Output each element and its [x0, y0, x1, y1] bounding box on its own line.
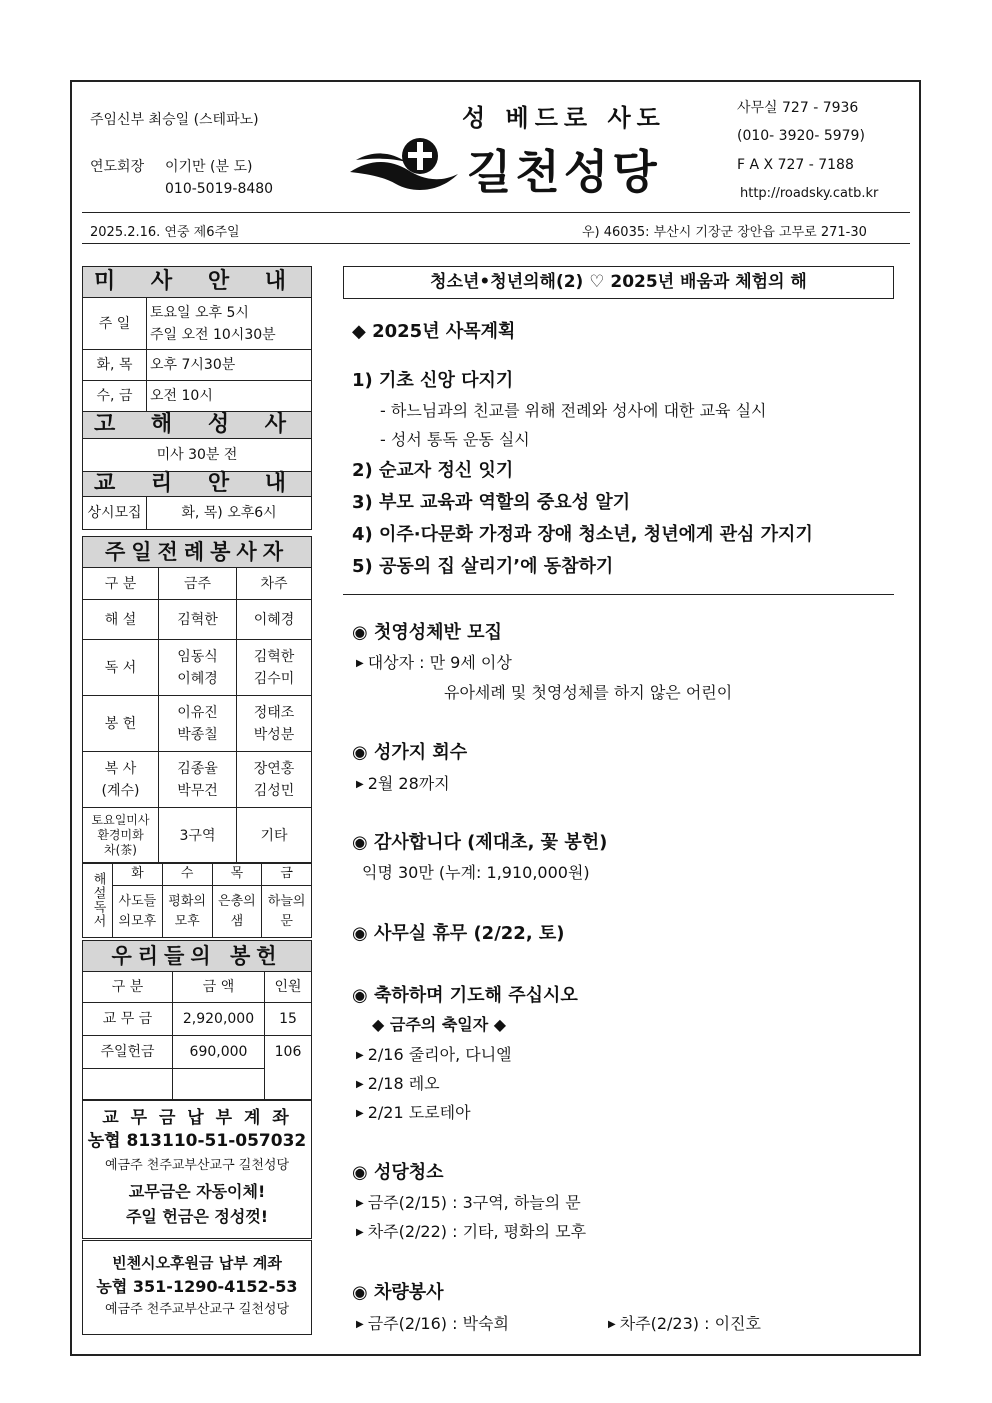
weekday-day: 금	[262, 863, 312, 886]
liturgy-header: 차주	[237, 568, 312, 600]
mass-time: 오전 10시	[147, 381, 312, 412]
offering-label: 주일헌금	[83, 1036, 173, 1069]
offering-table	[82, 940, 312, 1100]
thanks-detail: 익명 30만 (누계: 1,910,000원)	[362, 863, 590, 882]
triangle-right-icon: ▶	[356, 1319, 364, 1330]
website-link[interactable]: http://roadsky.catb.kr	[740, 186, 879, 201]
offering-amount: 690,000	[173, 1036, 265, 1069]
liturgy-role: 해 설	[83, 600, 159, 640]
date-divider	[82, 243, 910, 244]
communion-detail: 유아세례 및 첫영성체를 하지 않은 어린이	[444, 683, 733, 702]
section-divider	[343, 594, 894, 595]
weekday-day: 화	[113, 863, 163, 886]
weekday-group: 평화의모후	[162, 886, 212, 938]
weekday-group: 하늘의문	[262, 886, 312, 938]
doctrine-title: 교 리 안 내	[83, 472, 312, 497]
vincent-box	[82, 1240, 312, 1335]
account-title: 교 무 금 납 부 계 좌	[102, 1108, 292, 1128]
account-number: 농협 813110-51-057032	[87, 1131, 307, 1151]
account-box	[82, 1100, 312, 1239]
liturgy-this-week: 이유진 박종칠	[159, 696, 237, 752]
triangle-right-icon: ▶	[356, 1050, 364, 1061]
doctrine-text: 화, 목) 오후6시	[147, 497, 312, 530]
church-title: 길천성당	[467, 145, 661, 199]
songbook-title: ◉ 성가지 회수	[352, 742, 468, 763]
vincent-title: 빈첸시오후원금 납부 계좌	[112, 1254, 282, 1272]
offering-label: 교 무 금	[83, 1003, 173, 1036]
mass-day: 수, 금	[83, 381, 147, 412]
pastor-name: 주임신부 최승일 (스테파노)	[90, 112, 259, 128]
confession-text: 미사 30분 전	[83, 439, 312, 472]
office-mobile: (010- 3920- 5979)	[737, 128, 865, 144]
liturgy-this-week: 김종율 박무건	[159, 752, 237, 808]
council-phone: 010-5019-8480	[165, 181, 274, 197]
liturgy-this-week: 3구역	[159, 808, 237, 864]
offering-count: 106	[265, 1036, 312, 1100]
mass-day: 화, 목	[83, 350, 147, 381]
liturgy-next-week: 정태조 박성분	[237, 696, 312, 752]
church-subtitle: 성 베드로 사도	[462, 104, 666, 132]
communion-title: ◉ 첫영성체반 모집	[352, 622, 502, 643]
office-closed-title: ◉ 사무실 휴무 (2/22, 토)	[352, 923, 565, 944]
confession-title: 고 해 성 사	[83, 412, 312, 439]
church-address: 우) 46035: 부산시 기장군 장안읍 고무로 271-30	[582, 225, 867, 240]
triangle-right-icon: ▶	[356, 779, 364, 790]
cleaning-item: 차주(2/22) : 기타, 평화의 모후	[367, 1222, 587, 1241]
cross-logo-icon	[348, 130, 460, 198]
triangle-right-icon: ▶	[356, 1227, 364, 1238]
mass-time: 토요일 오후 5시	[150, 304, 249, 321]
mass-day: 주 일	[83, 298, 147, 350]
cleaning-item: 금주(2/15) : 3구역, 하늘의 문	[367, 1193, 581, 1212]
parking-next-week: 차주(2/23) : 이진호	[619, 1314, 761, 1333]
header-divider	[82, 212, 910, 213]
liturgy-title: 주일전례봉사자	[83, 537, 312, 568]
account-note: 주일 헌금은 정성껏!	[125, 1207, 269, 1226]
plan-item: 2) 순교자 정신 잇기	[352, 460, 514, 481]
liturgy-header: 구 분	[83, 568, 159, 600]
doctrine-label: 상시모집	[83, 497, 147, 530]
feast-item: 2/21 도로테아	[367, 1103, 471, 1122]
plan-item: 1) 기초 신앙 다지기	[352, 370, 514, 391]
parking-title: ◉ 차량봉사	[352, 1282, 444, 1303]
weekday-group: 사도들의모후	[113, 886, 163, 938]
liturgy-header: 금주	[159, 568, 237, 600]
plan-item: 4) 이주·다문화 가정과 장애 청소년, 청년에게 관심 가지기	[352, 524, 813, 545]
liturgy-role: 독 서	[83, 640, 159, 696]
theme-banner: 청소년•청년의해(2) ♡ 2025년 배움과 체험의 해	[343, 266, 894, 299]
offering-header: 인원	[265, 972, 312, 1003]
liturgy-table	[82, 536, 312, 864]
liturgy-role: 봉 헌	[83, 696, 159, 752]
offering-empty	[173, 1069, 265, 1100]
account-note: 교무금은 자동이체!	[128, 1182, 266, 1201]
liturgy-next-week: 김혁한 김수미	[237, 640, 312, 696]
fax-number: F A X 727 - 7188	[737, 157, 854, 173]
feast-subtitle: ◆ 금주의 축일자 ◆	[372, 1015, 507, 1034]
issue-date: 2025.2.16. 연중 제6주일	[90, 225, 240, 240]
songbook-date: 2월 28까지	[367, 774, 450, 793]
offering-title: 우리들의 봉헌	[83, 941, 312, 972]
council-label: 연도회장	[90, 159, 145, 175]
weekday-day: 목	[212, 863, 262, 886]
council-name: 이기만 (분 도)	[165, 159, 253, 175]
offering-header: 금 액	[173, 972, 265, 1003]
plan-subitem: - 성서 통독 운동 실시	[380, 430, 530, 449]
liturgy-role: 토요일미사 환경미화 차(茶)	[83, 808, 159, 864]
triangle-right-icon: ▶	[356, 658, 364, 669]
account-holder: 예금주 천주교부산교구 길천성당	[104, 1158, 290, 1173]
triangle-right-icon: ▶	[356, 1079, 364, 1090]
triangle-right-icon: ▶	[356, 1108, 364, 1119]
liturgy-role: 복 사 (계수)	[83, 752, 159, 808]
office-phone: 사무실 727 - 7936	[737, 100, 859, 116]
offering-count: 15	[265, 1003, 312, 1036]
vincent-holder: 예금주 천주교부산교구 길천성당	[104, 1302, 290, 1317]
weekday-day: 수	[162, 863, 212, 886]
offering-empty	[83, 1069, 173, 1100]
triangle-right-icon: ▶	[356, 1198, 364, 1209]
liturgy-next-week: 장연홍 김성민	[237, 752, 312, 808]
parking-this-week: 금주(2/16) : 박숙희	[367, 1314, 509, 1333]
triangle-right-icon: ▶	[608, 1319, 616, 1330]
communion-target: 대상자 : 만 9세 이상	[367, 653, 512, 672]
thanks-title: ◉ 감사합니다 (제대초, 꽃 봉헌)	[352, 832, 608, 853]
feast-item: 2/16 줄리아, 다니엘	[367, 1045, 512, 1064]
vincent-number: 농협 351-1290-4152-53	[96, 1277, 298, 1296]
mass-table	[82, 266, 312, 530]
liturgy-next-week: 기타	[237, 808, 312, 864]
plan-item: 5) 공동의 집 살리기’에 동참하기	[352, 556, 614, 577]
liturgy-next-week: 이혜경	[237, 600, 312, 640]
plan-item: 3) 부모 교육과 역할의 중요성 알기	[352, 492, 631, 513]
plan-title: ◆ 2025년 사목계획	[352, 321, 516, 342]
mass-title: 미 사 안 내	[83, 267, 312, 298]
feast-title: ◉ 축하하며 기도해 주십시오	[352, 985, 578, 1006]
plan-subitem: - 하느님과의 친교를 위해 전례와 성사에 대한 교육 실시	[380, 401, 767, 420]
mass-time: 오후 7시30분	[147, 350, 312, 381]
offering-amount: 2,920,000	[173, 1003, 265, 1036]
weekday-label: 해설독서	[83, 863, 113, 938]
weekday-table	[82, 862, 312, 938]
liturgy-this-week: 김혁한	[159, 600, 237, 640]
offering-header: 구 분	[83, 972, 173, 1003]
liturgy-this-week: 임동식 이혜경	[159, 640, 237, 696]
cleaning-title: ◉ 성당청소	[352, 1162, 444, 1183]
mass-time: 주일 오전 10시30분	[150, 326, 276, 343]
feast-item: 2/18 레오	[367, 1074, 440, 1093]
weekday-group: 은총의샘	[212, 886, 262, 938]
